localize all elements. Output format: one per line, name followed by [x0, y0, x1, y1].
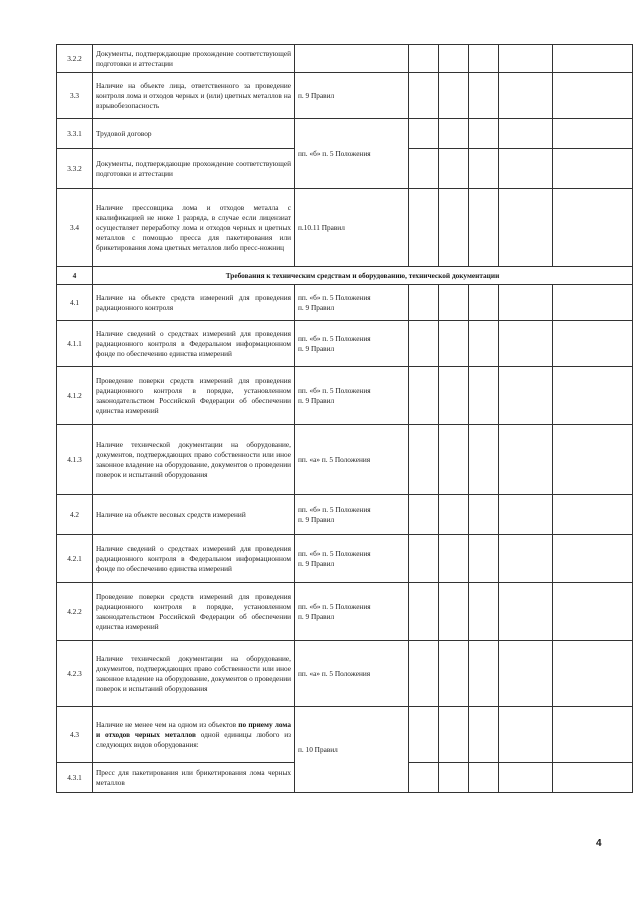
check-cell — [409, 45, 439, 73]
check-cell — [469, 535, 499, 583]
check-cell — [439, 707, 469, 763]
check-cell — [409, 119, 439, 149]
item-number: 4.2 — [57, 495, 93, 535]
check-cell — [409, 321, 439, 367]
check-cell — [553, 73, 633, 119]
check-cell — [499, 367, 553, 425]
table-row — [57, 641, 633, 707]
check-cell — [553, 45, 633, 73]
table-row — [57, 189, 633, 267]
table-row — [57, 367, 633, 425]
table-row — [57, 321, 633, 367]
requirement-text: Наличие технической документации на оборудование, документов, подтверждающих право собственности или иное законное владение на оборудование, документов о проведении поверок и испытаний оборудования — [93, 641, 295, 707]
table-row — [57, 285, 633, 321]
check-cell — [439, 189, 469, 267]
requirement-text: Наличие на объекте весовых средств измерений — [93, 495, 295, 535]
check-cell — [469, 321, 499, 367]
check-cell — [553, 495, 633, 535]
table-row — [57, 583, 633, 641]
check-cell — [469, 707, 499, 763]
check-cell — [553, 535, 633, 583]
check-cell — [553, 189, 633, 267]
item-number: 4.3 — [57, 707, 93, 763]
reference-line: п. 9 Правил — [298, 558, 335, 568]
check-cell — [439, 425, 469, 495]
requirement-text: Пресс для пакетирования или брикетирования лома черных металлов — [93, 763, 295, 793]
legal-reference — [295, 535, 409, 583]
legal-reference — [295, 583, 409, 641]
check-cell — [553, 119, 633, 149]
legal-reference: п. 10 Правил — [295, 707, 409, 793]
item-number: 4.2.3 — [57, 641, 93, 707]
check-cell — [409, 641, 439, 707]
check-cell — [499, 45, 553, 73]
requirement-text: Проведение поверки средств измерений для проведения радиационного контроля в порядке, установленном законодательством Российской Федерации об обеспечении единства измерений — [93, 583, 295, 641]
table-row — [57, 119, 633, 149]
item-number: 4.1.2 — [57, 367, 93, 425]
check-cell — [469, 285, 499, 321]
table-row — [57, 495, 633, 535]
check-cell — [499, 495, 553, 535]
check-cell — [439, 763, 469, 793]
section-number: 4 — [57, 267, 93, 285]
legal-reference — [295, 495, 409, 535]
item-number: 3.3 — [57, 73, 93, 119]
check-cell — [469, 149, 499, 189]
requirement-text: Наличие прессовщика лома и отходов металла с квалификацией не ниже 1 разряда, в случае если лицензиат осуществляет переработку лома и отходов черных и цветных металлов с помощью пресса для пакетирования или брикетирования лома цветных металлов либо пресс-ножниц — [93, 189, 295, 267]
reference-line: пп. «б» п. 5 Положения — [298, 504, 371, 514]
reference-line: пп. «б» п. 5 Положения — [298, 333, 371, 343]
check-cell — [499, 119, 553, 149]
requirement-text-part: Наличие не менее чем на одном из объектов — [96, 719, 239, 729]
check-cell — [439, 285, 469, 321]
check-cell — [409, 189, 439, 267]
requirement-text: Наличие сведений о средствах измерений для проведения радиационного контроля в Федеральном информационном фонде по обеспечению единства измерений — [93, 321, 295, 367]
check-cell — [499, 321, 553, 367]
check-cell — [439, 321, 469, 367]
check-cell — [469, 45, 499, 73]
item-number: 3.2.2 — [57, 45, 93, 73]
check-cell — [553, 707, 633, 763]
check-cell — [553, 367, 633, 425]
reference-line: пп. «б» п. 5 Положения — [298, 548, 371, 558]
requirement-text: Документы, подтверждающие прохождение соответствующей подготовки и аттестации — [93, 149, 295, 189]
reference-line: п. 9 Правил — [298, 302, 335, 312]
item-number: 3.4 — [57, 189, 93, 267]
legal-reference: пп. «а» п. 5 Положения — [295, 425, 409, 495]
reference-line: п. 9 Правил — [298, 343, 335, 353]
reference-line: пп. «б» п. 5 Положения — [298, 385, 371, 395]
section-header-row — [57, 267, 633, 285]
check-cell — [439, 45, 469, 73]
check-cell — [409, 367, 439, 425]
requirement-text — [93, 707, 295, 763]
item-number: 4.1.1 — [57, 321, 93, 367]
item-number: 4.3.1 — [57, 763, 93, 793]
check-cell — [469, 367, 499, 425]
table-row — [57, 425, 633, 495]
check-cell — [553, 763, 633, 793]
check-cell — [439, 495, 469, 535]
check-cell — [439, 641, 469, 707]
reference-line: пп. «б» п. 5 Положения — [298, 601, 371, 611]
requirement-text: Трудовой договор — [93, 119, 295, 149]
check-cell — [469, 583, 499, 641]
check-cell — [499, 535, 553, 583]
check-cell — [553, 583, 633, 641]
legal-reference: п.10.11 Правил — [295, 189, 409, 267]
check-cell — [469, 425, 499, 495]
check-cell — [409, 707, 439, 763]
inspection-checklist-table — [56, 44, 633, 793]
check-cell — [469, 641, 499, 707]
requirement-text: Проведение поверки средств измерений для проведения радиационного контроля в порядке, установленном законодательством Российской Федерации об обеспечении единства измерений — [93, 367, 295, 425]
check-cell — [409, 495, 439, 535]
check-cell — [469, 73, 499, 119]
check-cell — [439, 583, 469, 641]
check-cell — [409, 285, 439, 321]
check-cell — [499, 583, 553, 641]
check-cell — [409, 425, 439, 495]
reference-line: п. 9 Правил — [298, 395, 335, 405]
item-number: 3.3.1 — [57, 119, 93, 149]
check-cell — [469, 495, 499, 535]
reference-line: пп. «б» п. 5 Положения — [298, 292, 371, 302]
check-cell — [439, 535, 469, 583]
check-cell — [409, 763, 439, 793]
requirement-text-bold: по приему лома и отходов черных металлов — [96, 719, 292, 739]
table-row — [57, 707, 633, 763]
check-cell — [553, 285, 633, 321]
check-cell — [469, 189, 499, 267]
check-cell — [439, 367, 469, 425]
item-number: 4.2.1 — [57, 535, 93, 583]
requirement-text: Наличие технической документации на оборудование, документов, подтверждающих право собственности или иное законное владение на оборудование, документов о проведении поверок и испытаний оборудования — [93, 425, 295, 495]
check-cell — [553, 149, 633, 189]
page-number: 4 — [596, 838, 602, 849]
requirement-text: Наличие на объекте средств измерений для проведения радиационного контроля — [93, 285, 295, 321]
item-number: 4.1 — [57, 285, 93, 321]
reference-line: п. 9 Правил — [298, 514, 335, 524]
legal-reference — [295, 321, 409, 367]
check-cell — [469, 119, 499, 149]
check-cell — [409, 73, 439, 119]
check-cell — [439, 149, 469, 189]
reference-line: п. 9 Правил — [298, 611, 335, 621]
check-cell — [499, 707, 553, 763]
check-cell — [499, 149, 553, 189]
check-cell — [499, 425, 553, 495]
legal-reference — [295, 45, 409, 73]
requirement-text: Наличие сведений о средствах измерений для проведения радиационного контроля в Федеральном информационном фонде по обеспечению единства измерений — [93, 535, 295, 583]
table-row — [57, 535, 633, 583]
section-title: Требования к техническим средствам и оборудованию, технической документации — [93, 267, 633, 285]
legal-reference — [295, 367, 409, 425]
legal-reference: пп. «б» п. 5 Положения — [295, 119, 409, 189]
check-cell — [499, 285, 553, 321]
check-cell — [499, 189, 553, 267]
check-cell — [553, 321, 633, 367]
check-cell — [553, 425, 633, 495]
item-number: 3.3.2 — [57, 149, 93, 189]
check-cell — [499, 73, 553, 119]
item-number: 4.1.3 — [57, 425, 93, 495]
check-cell — [409, 583, 439, 641]
table-row — [57, 45, 633, 73]
check-cell — [409, 535, 439, 583]
table-row — [57, 73, 633, 119]
check-cell — [469, 763, 499, 793]
requirement-text: Документы, подтверждающие прохождение соответствующей подготовки и аттестации — [93, 45, 295, 73]
check-cell — [499, 641, 553, 707]
check-cell — [439, 119, 469, 149]
check-cell — [553, 641, 633, 707]
requirement-text-part: одной единицы любого из следующих видов оборудования: — [96, 729, 292, 749]
legal-reference — [295, 285, 409, 321]
check-cell — [409, 149, 439, 189]
check-cell — [499, 763, 553, 793]
item-number: 4.2.2 — [57, 583, 93, 641]
legal-reference: п. 9 Правил — [295, 73, 409, 119]
check-cell — [439, 73, 469, 119]
requirement-text: Наличие на объекте лица, ответственного за проведение контроля лома и отходов черных и (или) цветных металлов на взрывобезопасность — [93, 73, 295, 119]
legal-reference: пп. «а» п. 5 Положения — [295, 641, 409, 707]
